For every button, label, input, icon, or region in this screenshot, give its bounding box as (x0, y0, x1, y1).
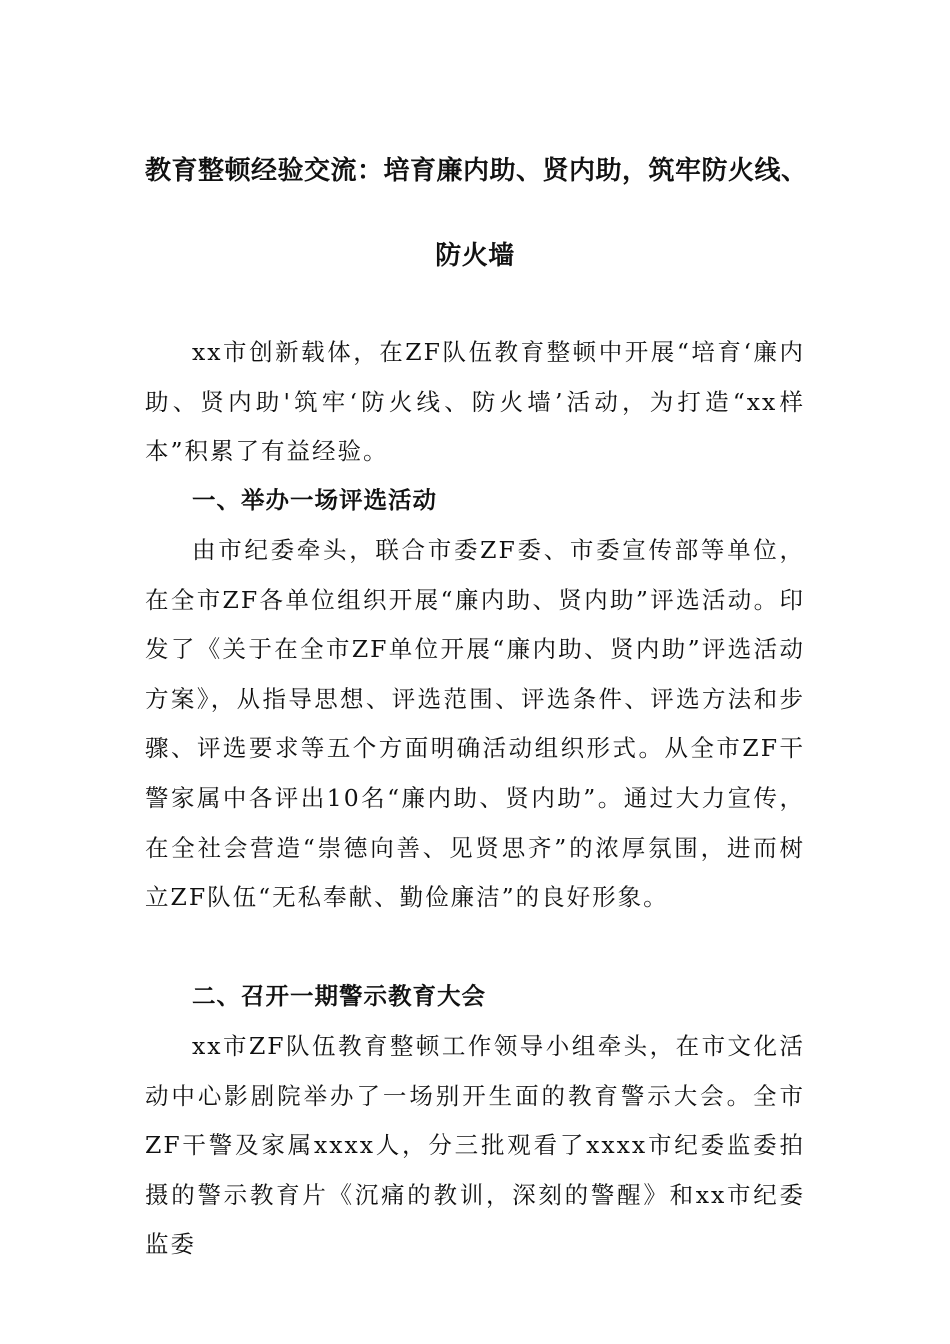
document-title-line-1: 教育整顿经验交流：培育廉内助、贤内助，筑牢防火线、 (145, 156, 808, 186)
section-1-heading: 一、举办一场评选活动 (192, 486, 437, 514)
section-2-paragraph: xx市ZF队伍教育整顿工作领导小组牵头，在市文化活动中心影剧院举办了一场别开生面的教育警示大会。全市ZF干警及家属xxxx人，分三批观看了xxxx市纪委监委拍摄的警示教育片《沉痛的教训，深刻的警醒》和xx市纪委监委 (145, 1032, 805, 1259)
document-title-line-2: 防火墙 (435, 241, 515, 271)
section-1-paragraph: 由市纪委牵头，联合市委ZF委、市委宣传部等单位，在全市ZF各单位组织开展“廉内助、贤内助”评选活动。印发了《关于在全市ZF单位开展“廉内助、贤内助”评选活动方案》，从指导思想、评选范围、评选条件、评选方法和步骤、评选要求等五个方面明确活动组织形式。从全市ZF干警家属中各评出10名“廉内助、贤内助”。通过大力宣传，在全社会营造“崇德向善、见贤思齐”的浓厚氛围，进而树立ZF队伍“无私奉献、勤俭廉洁”的良好形象。 (145, 536, 805, 912)
section-2-heading: 二、召开一期警示教育大会 (192, 982, 486, 1010)
intro-paragraph: xx市创新载体，在ZF队伍教育整顿中开展“培育‘廉内助、贤内助'筑牢‘防火线、防火墙’活动，为打造“xx样本”积累了有益经验。 (145, 338, 805, 466)
